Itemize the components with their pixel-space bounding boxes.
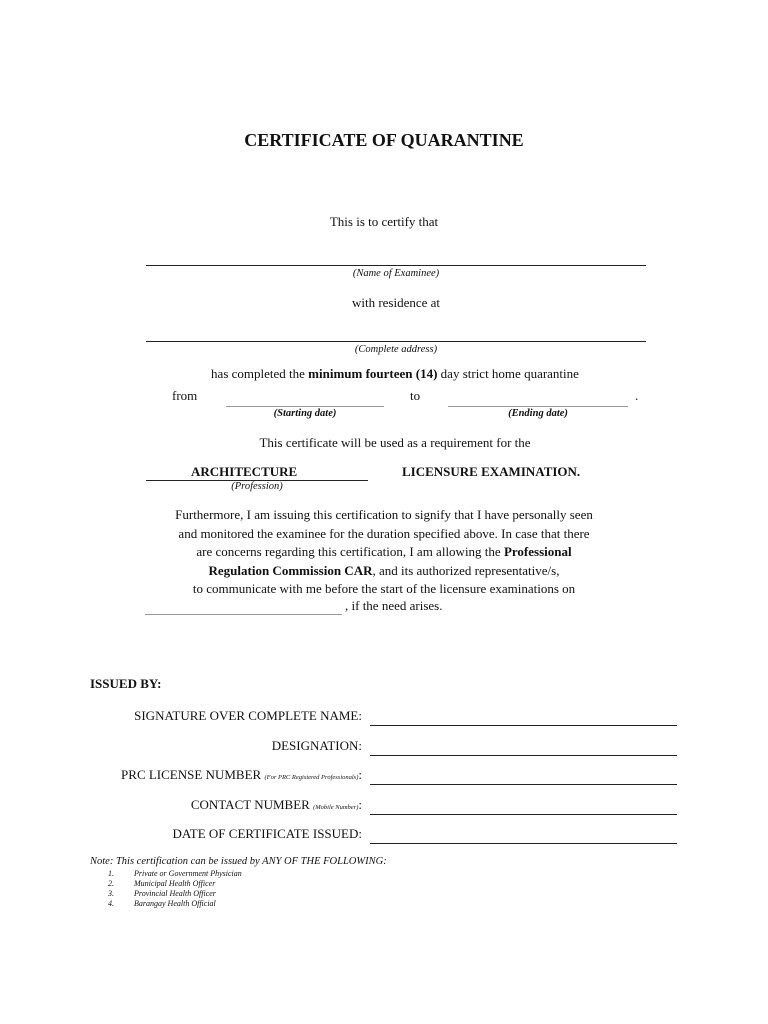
furthermore-line-5: to communicate with me before the start of the licensure examinations on xyxy=(192,581,576,596)
issuer-note: Note: This certification can be issued by ANY OF THE FOLLOWING: xyxy=(90,856,387,867)
date-period: . xyxy=(635,388,639,403)
from-label: from xyxy=(172,388,198,403)
list-item-label: Provincial Health Officer xyxy=(134,889,216,898)
profession-value: ARCHITECTURE xyxy=(191,464,298,479)
list-item xyxy=(108,879,242,889)
prc-license-field[interactable] xyxy=(370,784,677,785)
contact-label-text: CONTACT NUMBER xyxy=(190,797,314,812)
designation-row xyxy=(80,736,680,756)
furthermore-line-6: , if the need arises. xyxy=(345,598,443,613)
furthermore-line-4 xyxy=(130,562,638,581)
quarantine-statement xyxy=(0,366,768,382)
date-issued-row xyxy=(80,824,680,844)
to-label: to xyxy=(410,388,421,403)
issued-by-heading: ISSUED BY: xyxy=(90,676,162,691)
residence-label: with residence at xyxy=(351,295,441,310)
list-item-number: 1. xyxy=(108,869,114,878)
furthermore-paragraph xyxy=(130,506,638,599)
quarantine-suffix: day strict home quarantine xyxy=(437,366,579,381)
designation-field[interactable] xyxy=(370,755,677,756)
contact-label xyxy=(191,797,362,813)
certificate-title: CERTIFICATE OF QUARANTINE xyxy=(244,130,524,150)
furthermore-line-3-text: are concerns regarding this certification, I am allowing the xyxy=(196,544,504,559)
contact-field[interactable] xyxy=(370,814,677,815)
licensure-text: LICENSURE EXAMINATION. xyxy=(402,464,581,479)
prc-license-note: (For PRC Registered Professionals) xyxy=(264,774,359,781)
examinee-name-line[interactable] xyxy=(146,265,646,266)
designation-label: DESIGNATION: xyxy=(271,738,362,753)
prc-license-label-text: PRC LICENSE NUMBER xyxy=(121,767,265,782)
issuer-list xyxy=(108,869,242,909)
signature-label: SIGNATURE OVER COMPLETE NAME: xyxy=(134,708,362,723)
list-item xyxy=(108,899,242,909)
prc-license-label xyxy=(121,767,362,783)
starting-date-caption: (Starting date) xyxy=(273,408,337,419)
examinee-name-caption: (Name of Examinee) xyxy=(352,268,440,279)
prc-license-colon: : xyxy=(358,767,362,782)
list-item-label: Municipal Health Officer xyxy=(134,879,216,888)
starting-date-line[interactable] xyxy=(226,406,384,407)
requirement-text: This certificate will be used as a requirement for the xyxy=(259,435,531,450)
date-issued-field[interactable] xyxy=(370,843,677,844)
profession-field[interactable] xyxy=(146,464,368,480)
furthermore-line-3 xyxy=(130,543,638,562)
address-caption: (Complete address) xyxy=(354,344,438,355)
prc-license-row xyxy=(80,765,680,785)
list-item-number: 3. xyxy=(108,889,114,898)
prc-name-part-2: Regulation Commission CAR xyxy=(208,562,373,578)
contact-colon: : xyxy=(358,797,362,812)
list-item-number: 4. xyxy=(108,899,114,908)
certify-intro: This is to certify that xyxy=(329,214,439,229)
exam-date-line[interactable] xyxy=(145,614,342,615)
list-item-number: 2. xyxy=(108,879,114,888)
profession-caption: (Profession) xyxy=(231,481,283,492)
prc-name-part-1: Professional xyxy=(503,544,572,559)
date-issued-label: DATE OF CERTIFICATE ISSUED: xyxy=(172,826,362,841)
address-line[interactable] xyxy=(146,341,646,342)
ending-date-line[interactable] xyxy=(448,406,628,407)
list-item xyxy=(108,889,242,899)
ending-date-caption: (Ending date) xyxy=(508,408,568,419)
furthermore-line-2: and monitored the examinee for the duration specified above. In case that there xyxy=(178,525,590,541)
signature-row xyxy=(80,706,680,726)
furthermore-line-1: Furthermore, I am issuing this certification to signify that I have personally seen xyxy=(175,507,593,522)
quarantine-duration: minimum fourteen (14) xyxy=(308,366,438,381)
quarantine-prefix: has completed the xyxy=(211,366,309,381)
contact-row xyxy=(80,795,680,815)
list-item-label: Private or Government Physician xyxy=(134,869,242,878)
signature-field[interactable] xyxy=(370,725,677,726)
list-item xyxy=(108,869,242,879)
contact-note: (Mobile Number) xyxy=(313,804,359,811)
furthermore-line-4-text: , and its authorized representative/s, xyxy=(372,562,560,578)
list-item-label: Barangay Health Official xyxy=(134,899,216,908)
